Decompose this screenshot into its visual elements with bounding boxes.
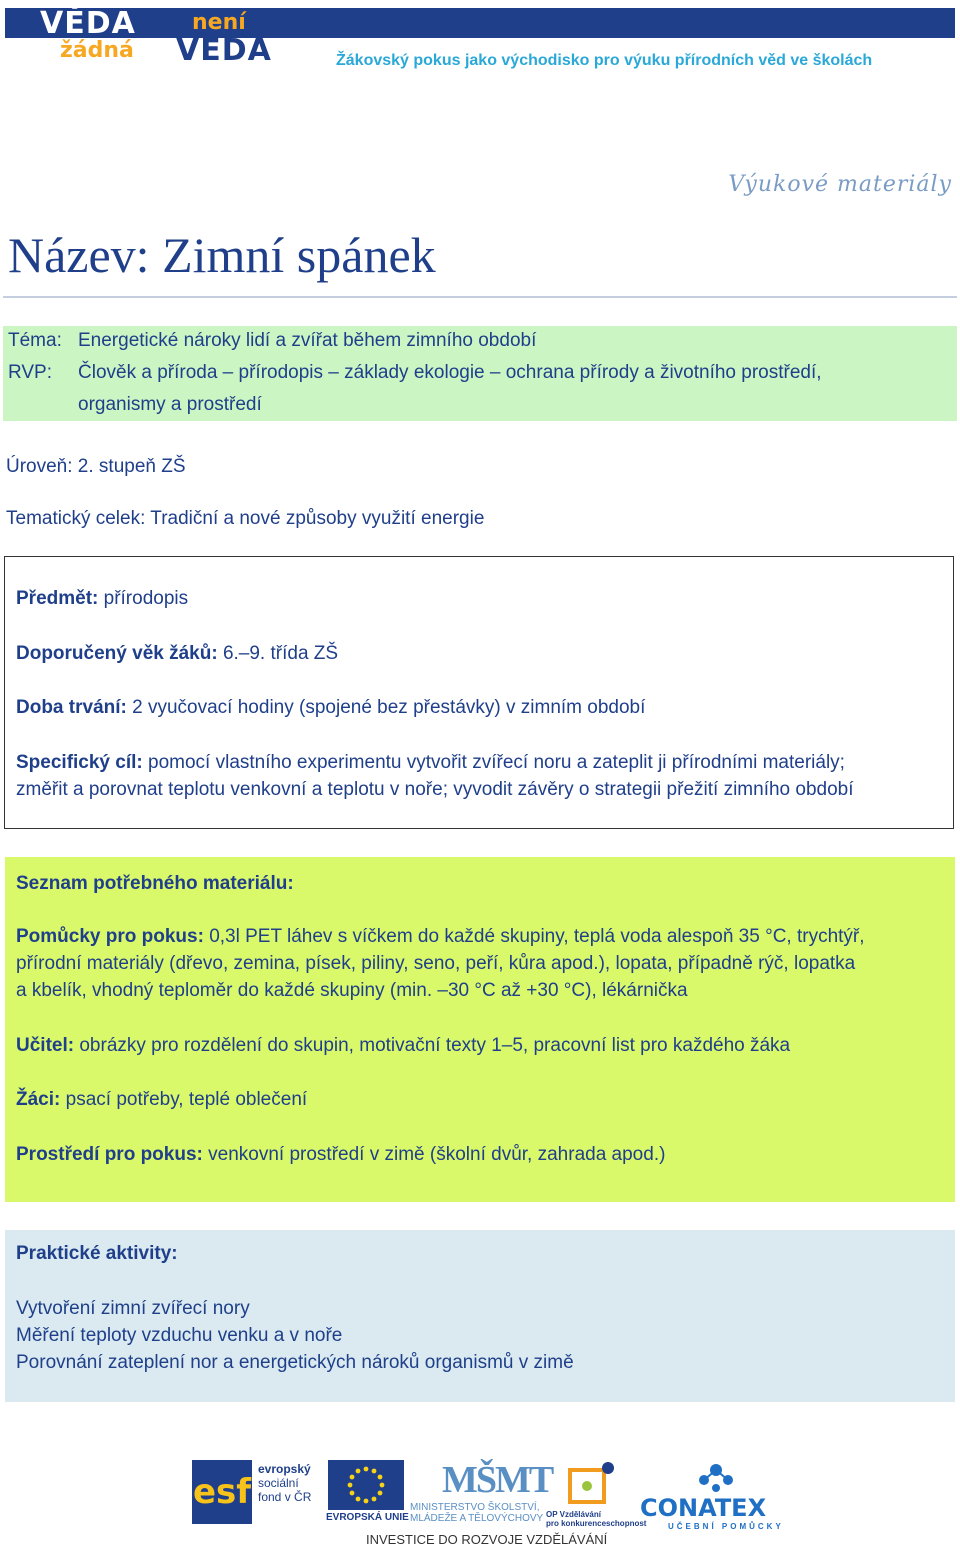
rvp-label: RVP:: [8, 362, 53, 383]
eu-stars-icon: [328, 1460, 404, 1510]
esf-text: [258, 1462, 311, 1504]
eu-logo: [326, 1460, 409, 1524]
eu-flag-icon: [328, 1460, 404, 1510]
tools-row-2: [16, 950, 855, 977]
environment-value: venkovní prostředí v zimě (školní dvůr, zahrada apod.): [202, 1144, 666, 1165]
msmt-text-2: MLÁDEŽE A TĚLOVÝCHOVY: [410, 1513, 544, 1524]
goal-row-2: [16, 776, 854, 803]
esf-text-2: sociální: [258, 1476, 299, 1490]
msmt-mark: MŠMT: [442, 1459, 553, 1501]
teacher-value: obrázky pro rozdělení do skupin, motivační texty 1–5, pracovní list pro každého žáka: [74, 1035, 791, 1056]
subject-value: přírodopis: [98, 588, 189, 609]
logo-veda2-text: VĚDA: [176, 33, 272, 68]
subject-row: [16, 585, 188, 612]
materials-heading-row: [16, 870, 294, 897]
op-text: [546, 1510, 646, 1528]
tools-label: Pomůcky pro pokus:: [16, 926, 204, 947]
teacher-label: Učitel:: [16, 1035, 75, 1056]
logo-zadna-text: žádná: [60, 38, 134, 63]
conatex-molecule-icon: [696, 1460, 736, 1494]
op-mark-icon: [564, 1460, 618, 1508]
esf-mark: esf: [192, 1460, 252, 1524]
esf-logo: [192, 1460, 322, 1524]
tema-label: Téma:: [8, 330, 62, 351]
activity-item: [16, 1295, 250, 1322]
subject-label: Předmět:: [16, 588, 99, 609]
activity-item-2: Měření teploty vzduchu venku a v noře: [16, 1325, 343, 1346]
msmt-text: [410, 1502, 543, 1524]
thematic-unit-line: Tematický celek: Tradiční a nové způsoby využití energie: [6, 508, 485, 529]
students-value: psací potřeby, teplé oblečení: [60, 1089, 308, 1110]
logo-neni-text: není: [192, 10, 246, 35]
goal-value-line1: pomocí vlastního experimentu vytvořit zvířecí noru a zateplit ji přírodními materiály;: [142, 752, 845, 773]
document-title: Název: Zimní spánek: [8, 227, 436, 283]
msmt-text-1: MINISTERSTVO ŠKOLSTVÍ,: [410, 1502, 540, 1513]
environment-row: [16, 1141, 665, 1168]
op-logo: [546, 1460, 647, 1528]
op-text-2: pro konkurenceschopnost: [546, 1519, 647, 1528]
conatex-wordmark: CONATEX: [640, 1494, 767, 1522]
activity-item: [16, 1349, 574, 1376]
age-row: [16, 640, 338, 667]
rvp-value-line1: Člověk a příroda – přírodopis – základy ekologie – ochrana přírody a životního prostředí,: [78, 362, 822, 383]
duration-label: Doba trvání:: [16, 697, 127, 718]
tools-value-line3: a kbelík, vhodný teploměr do každé skupiny (min. –30 °C až +30 °C), lékárnička: [16, 980, 688, 1001]
msmt-logo: [410, 1458, 553, 1524]
level-line: Úroveň: 2. stupeň ZŠ: [6, 456, 186, 477]
duration-row: [16, 694, 645, 721]
tema-value: Energetické nároky lidí a zvířat během zimního období: [78, 330, 537, 351]
activities-heading-row: [16, 1240, 178, 1267]
conatex-subtitle: UČEBNÍ POMŮCKY: [668, 1522, 784, 1531]
students-label: Žáci:: [16, 1089, 61, 1110]
students-row: [16, 1086, 307, 1113]
tools-value-line2: přírodní materiály (dřevo, zemina, písek, piliny, seno, peří, kůra apod.), lopata, případně rýč, lopatka: [16, 953, 856, 974]
footer-investment-text: INVESTICE DO ROZVOJE VZDĚLÁVÁNÍ: [366, 1532, 608, 1547]
esf-text-3: fond v ČR: [258, 1490, 312, 1504]
title-divider: [3, 296, 957, 298]
duration-value: 2 vyučovací hodiny (spojené bez přestávky) v zimním období: [126, 697, 646, 718]
logo-veda-text: VĚDA: [40, 6, 136, 41]
goal-value-line2: změřit a porovnat teplotu venkovní a teplotu v noře; vyvodit závěry o strategii přežití zimního období: [16, 779, 854, 800]
activity-item: [16, 1322, 342, 1349]
tools-row: [16, 923, 865, 950]
activities-heading: Praktické aktivity:: [16, 1243, 178, 1264]
header-tagline: Žákovský pokus jako východisko pro výuku přírodních věd ve školách: [336, 52, 873, 69]
environment-label: Prostředí pro pokus:: [16, 1144, 203, 1165]
eu-text: EVROPSKÁ UNIE: [326, 1512, 409, 1523]
activity-item-1: Vytvoření zimní zvířecí nory: [16, 1298, 250, 1319]
esf-text-1: evropský: [258, 1462, 311, 1476]
age-value: 6.–9. třída ZŠ: [217, 643, 339, 664]
tools-value-line1: 0,3l PET láhev s víčkem do každé skupiny, teplá voda alespoň 35 °C, trychtýř,: [203, 926, 865, 947]
materials-heading: Seznam potřebného materiálu:: [16, 873, 294, 894]
teacher-row: [16, 1032, 790, 1059]
op-text-1: OP Vzdělávání: [546, 1510, 601, 1519]
tools-row-3: [16, 977, 688, 1004]
age-label: Doporučený věk žáků:: [16, 643, 218, 664]
conatex-logo: [640, 1460, 784, 1531]
goal-label: Specifický cíl:: [16, 752, 143, 773]
document-subtitle: Výukové materiály: [728, 172, 952, 197]
activity-item-3: Porovnání zateplení nor a energetických nároků organismů v zimě: [16, 1352, 574, 1373]
rvp-value-line2: organismy a prostředí: [78, 394, 262, 415]
goal-row: [16, 749, 845, 776]
